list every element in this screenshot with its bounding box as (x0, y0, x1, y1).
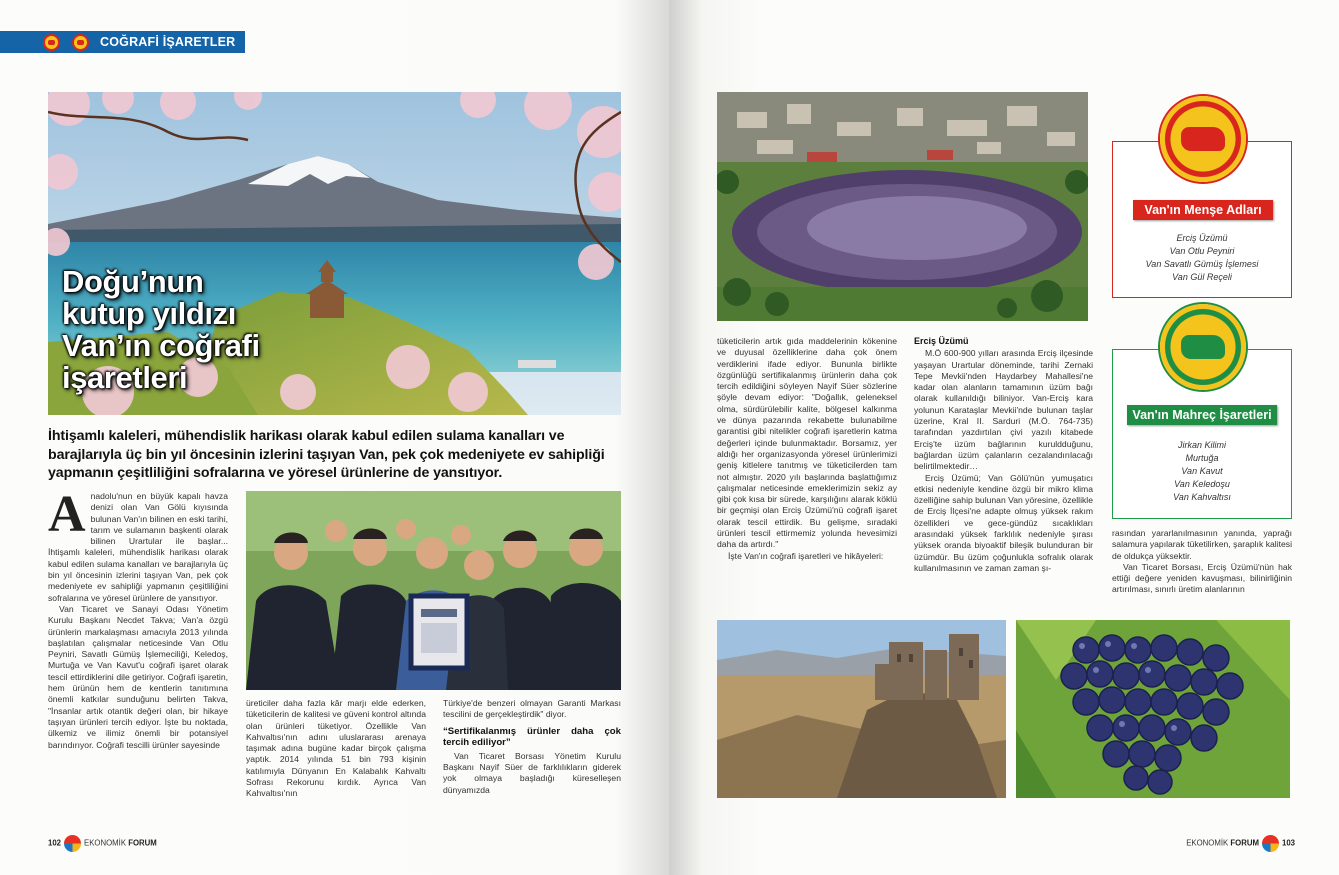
left-col3-para-2: Van Ticaret Borsası Yönetim Kurulu Başkanı Nayif Süer de farklılıkların giderek yok olmaya başladığı küreselleşen dünyamızda (443, 750, 621, 795)
origin-item: Van Otlu Peyniri (1169, 246, 1235, 257)
crowd-photo (717, 92, 1088, 321)
right-page-number: 103 (1281, 838, 1295, 848)
right-footer (1186, 835, 1295, 852)
provenance-marks-title: Van'ın Mahreç İşaretleri (1127, 405, 1277, 425)
provenance-item: Murtuğa (1185, 453, 1219, 464)
right-col3-para-1: rasından yararlanılmasının yanında, yaprağı salamura yapılarak tüketilirken, şaraplık kalitesi de oldukça yüksektir. (1112, 528, 1292, 561)
right-col1-para-1: tüketicilerin artık gıda maddelerinin kökenine ve duyusal özelliklerine daha çok önem verdiklerini ifade ediyor. Bununla birlikte özgünlüğü sertifikalanmış ürünlerin daha çok tercih edildiğini söyleyen Nayif Süer sözlerine şöyle devam ediyor: "Doğallık, geleneksel olma, sürdürülebilir kalite, bölgesel kalkınma ve dünya pazarında rekabette bulunabilme garantisi gibi nitelikler coğrafi işaretlerin katma değerleri içinde bulunmaktadır. Borsamız, yer aldığı her organizasyonda yöresel ürünlerimizi geniş kitlelere tanıtmış ve tüketicilerden tam not almıştır. 2020 yılı başlarında başlattığımız çalışmalar neticesinde emeklerimizin sekiz ay gibi çok kısa bir sürede, karşılığını alarak köklü bir geçmişi olan Erciş Üzümü'nü coğrafi işaret olarak tescil ettirdik. Bu gelişme, sıradaki ürünleri tescil ettirmemiz yolunda hevesimizi daha da artırdı." (717, 336, 897, 550)
headline-line-3: Van’ın coğrafi (62, 328, 260, 363)
provenance-item: Van Keledoşu (1174, 479, 1230, 490)
headline-line-2: kutup yıldızı (62, 296, 236, 331)
ceremony-photo (246, 491, 621, 690)
left-page-number: 102 (48, 838, 62, 848)
castle-photo (717, 620, 1006, 798)
left-column-3 (443, 698, 621, 796)
right-page (669, 0, 1339, 875)
grapes-photo (1016, 620, 1290, 798)
left-brand-2: FORUM (128, 838, 157, 848)
dropcap: A (48, 486, 86, 543)
right-col2-para-1: M.Ö 600-900 yılları arasında Erciş ilçesinde yaşayan Urartular döneminde, tarihi Zernaki Tepe Mevkii'nden Haydarbey Mahallesi'ne kadar olan alanların tamamının üzüm bağı olarak kullanıldığı biliniyor. Van-Erciş kara yolunun Karataşlar Mevkii'nde bulunan taşlar üzerine, Kral II. Sarduri (M.Ö. 764-735) tarafından yazdırtılan çivi yazılı kitabede Erciş'te üzüm bağlarının kuruldduğunu, bağlardan üzüm çalanların cezalandırılacağı belirtilmektedir… (914, 348, 1093, 472)
left-col1-para-1: nadolu'nun en büyük kapalı havza denizi olan Van Gölü kıyısında bulunan Van'ın bilinen en eski tarihi, tarım ve sulamanın başkenti olarak bilinen Urartular ile başlar... İhtişamlı kaleleri, mühendislik harikası olarak kabul edilen sulama kanalları ve barajlarıyla üç bin yıl öncesinin izlerini taşıyan Van, pek çok medeniyete ev sahipliği yapmanın çeşitliliğini sofralarına ve yöresel ürünlere de yansıtıyor. (48, 491, 228, 603)
provenance-marks-list (1113, 439, 1291, 504)
origin-seal-icon (1160, 96, 1246, 182)
provenance-seal-icon (1160, 304, 1246, 390)
right-column-2 (914, 336, 1093, 574)
left-footer (48, 835, 157, 852)
red-seal-icon (72, 34, 89, 51)
magazine-logo-icon (64, 835, 81, 852)
right-column-3 (1112, 528, 1292, 596)
section-tag (0, 31, 245, 53)
intro-paragraph: İhtişamlı kaleleri, mühendislik harikası olarak kabul edilen sulama kanalları ve barajlarıyla üç bin yıl öncesinin izlerini taşıyan Van, pek çok medeniyete ev sahipliği yapmanın çeşitliliğini sofralarına ve yöresel ürünlerine de yansıtıyor. (48, 428, 605, 482)
breakfast-crowd-image (717, 92, 1088, 321)
left-page (0, 0, 669, 875)
grapes-image (1016, 620, 1290, 798)
origin-names-title: Van'ın Menşe Adları (1133, 200, 1273, 220)
origin-names-box (1112, 141, 1292, 298)
right-column-1 (717, 336, 897, 562)
headline-line-4: işaretleri (62, 360, 188, 395)
magazine-logo-icon (1262, 835, 1279, 852)
right-col2-para-2: Erciş Üzümü; Van Gölü'nün yumuşatıcı etkisi nedeniyle kendine özgü bir mikro klima özelliğine sahip bulunan Van yöresine, özellikle de Erciş İlçesi'ne adapte olmuş yüksek rakım özellikleri ve gece-gündüz sıcaklıkları arasındaki yüksek farklılık nedeniyle şırası yüksek oranda biyoaktif bileşik bulunduran bir üzümdür. Bu üzüm çoğunlukla sofralık olarak kullanılmasının ve zaman zaman şı- (914, 472, 1093, 573)
right-brand-1: EKONOMİK (1186, 838, 1229, 848)
left-column-2 (246, 698, 426, 800)
headline-line-1: Doğu’nun (62, 264, 204, 299)
green-seal-icon (43, 34, 60, 51)
right-col1-para-2: İşte Van'ın coğrafi işaretleri ve hikâyeleri: (728, 550, 884, 561)
left-brand-1: EKONOMİK (84, 838, 127, 848)
right-brand-2: FORUM (1230, 838, 1259, 848)
provenance-item: Van Kahvaltısı (1173, 492, 1231, 503)
origin-names-list (1113, 232, 1291, 284)
left-column-1 (48, 486, 228, 751)
provenance-item: Van Kavut (1181, 466, 1223, 477)
award-ceremony-image (246, 491, 621, 690)
left-col1-para-2: Van Ticaret ve Sanayi Odası Yönetim Kurulu Başkanı Necdet Takva; Van'a özgü ürünlerin markalaşması amacıyla 2013 yılında başlatılan çalışmalar neticesinde Van Otlu Peyniri, Savatlı Gümüş İşlemeciliği, Keledoş, Murtuğa ve Van Kavut'u coğrafi işaret olarak tescil ettirdiklerini dile getiriyor. Coğrafi işaretin, hem ürünün hem de kentlerin tanıtımına önemli katkılar sunduğunu belirten Takva, "İnsanlar artık otantik değeri olan, bir hikaye taşıyan ürünleri tercih ediyor. İşte bu noktada, ülkemiz ve ilimiz önemli bir potansiyel barındırıyor. Coğrafi tescilli ürünler sayesinde (48, 603, 228, 750)
provenance-marks-box (1112, 349, 1292, 519)
left-col2-para: üreticiler daha fazla kâr marjı elde ederken, tüketicilerin de kalitesi ve güveni kontrol altında olan ürünleri tüketiyor. Özellikle Van Kahvaltısı'nın adını uluslararası arenaya taşımak adına bugüne kadar birçok çalışma yaptık. 2014 yılında 51 bin 793 kişinin katılımıyla Dünyanın En Kalabalık Kahvaltı Sofrası Rekorunu kırdık. Ayrıca Van Kahvaltısı'nın (246, 698, 426, 799)
origin-item: Van Gül Reçeli (1172, 272, 1232, 283)
origin-item: Van Savatlı Gümüş İşlemesi (1145, 259, 1259, 270)
provenance-item: Jirkan Kilimi (1177, 440, 1226, 450)
origin-item: Erciş Üzümü (1176, 233, 1228, 243)
headline (62, 266, 260, 394)
hosap-castle-image (717, 620, 1006, 798)
ercis-heading: Erciş Üzümü (914, 336, 969, 346)
section-label: COĞRAFİ İŞARETLER (100, 35, 236, 49)
right-col3-para-2: Van Ticaret Borsası, Erciş Üzümü'nün hak ettiği değere yeniden kavuşması, bilinirliğinin artırılması, sınırlı üretim alanlarının (1112, 561, 1292, 595)
left-col3-para-1: Türkiye'de benzeri olmayan Garanti Markası tescilini de gerçekleştirdik" diyor. (443, 698, 621, 720)
left-col3-subhead: “Sertifikalanmış ürünler daha çok tercih ediliyor” (443, 725, 621, 749)
